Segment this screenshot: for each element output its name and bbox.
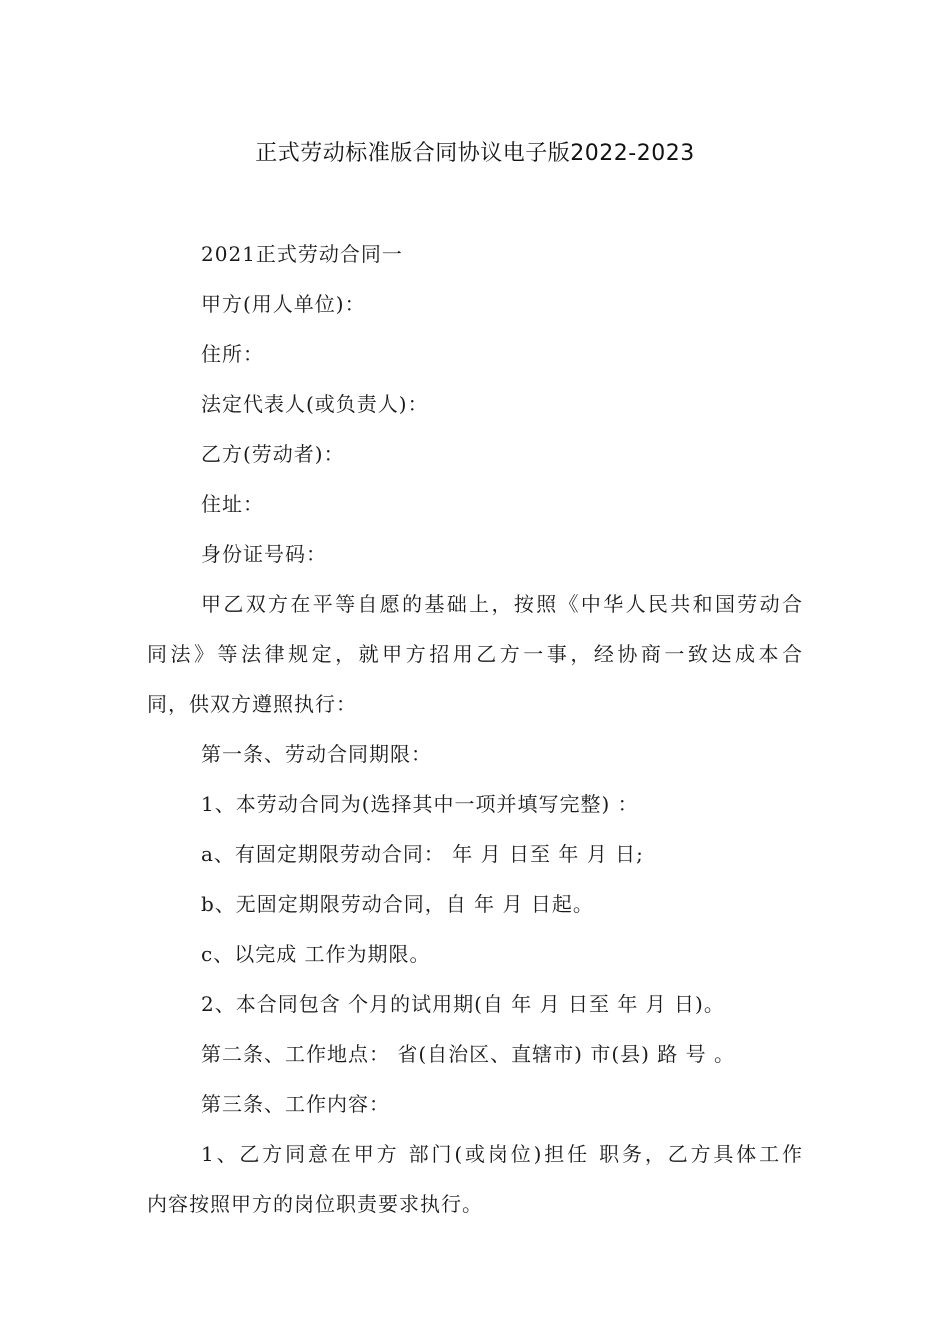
- article-3-title: 第三条、工作内容：: [201, 1092, 390, 1116]
- article-1-item-1: 1、本劳动合同为(选择其中一项并填写完整) ：: [201, 792, 639, 816]
- article-2: 第二条、工作地点： 省(自治区、直辖市) 市(县) 路 号 。: [201, 1042, 735, 1066]
- contract-heading: 2021正式劳动合同一: [201, 242, 403, 266]
- legal-representative-field: 法定代表人(或负责人)：: [201, 392, 429, 416]
- article-3-item-1-line-1: 1、乙方同意在甲方 部门(或岗位)担任 职务，乙方具体工作: [201, 1142, 803, 1166]
- article-1-option-c: c、以完成 工作为期限。: [201, 942, 431, 966]
- article-1-title: 第一条、劳动合同期限：: [201, 742, 432, 766]
- id-number-field: 身份证号码：: [201, 542, 327, 566]
- article-1-item-2: 2、本合同包含 个月的试用期(自 年 月 日至 年 月 日)。: [201, 992, 725, 1016]
- party-b-field: 乙方(劳动者)：: [201, 442, 345, 466]
- preamble-line-3: 同，供双方遵照执行：: [147, 692, 357, 716]
- party-a-address-field: 住所：: [201, 342, 264, 366]
- article-1-option-b: b、无固定期限劳动合同，自 年 月 日起。: [201, 892, 594, 916]
- preamble-line-2: 同法》等法律规定，就甲方招用乙方一事，经协商一致达成本合: [147, 642, 803, 666]
- article-3-item-1-line-2: 内容按照甲方的岗位职责要求执行。: [147, 1192, 483, 1216]
- article-1-option-a: a、有固定期限劳动合同： 年 月 日至 年 月 日;: [201, 842, 644, 866]
- party-a-field: 甲方(用人单位)：: [201, 292, 366, 316]
- party-b-address-field: 住址：: [201, 492, 264, 516]
- preamble-line-1: 甲乙双方在平等自愿的基础上，按照《中华人民共和国劳动合: [201, 592, 803, 616]
- document-title: 正式劳动标准版合同协议电子版2022-2023: [255, 141, 695, 166]
